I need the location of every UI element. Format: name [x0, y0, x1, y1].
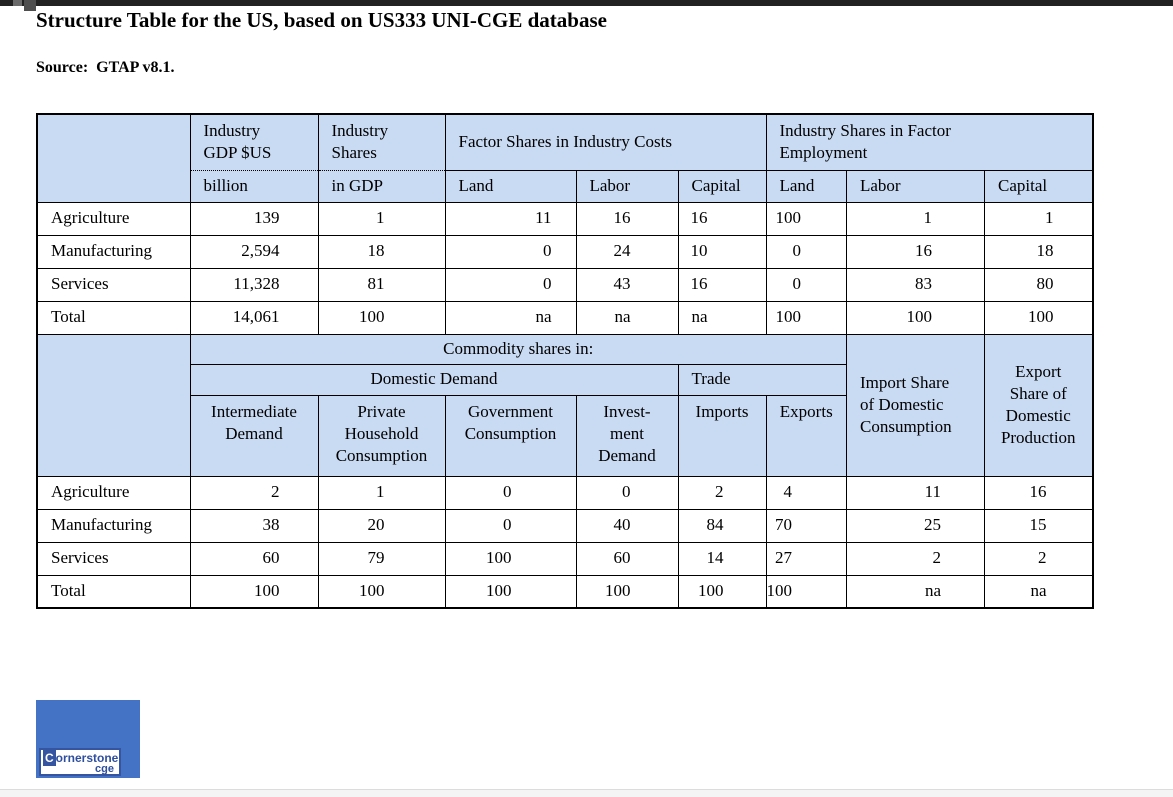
table-row	[37, 202, 1093, 235]
table-cell: na	[678, 301, 766, 334]
table-cell: 16	[678, 202, 766, 235]
header-line: Consumption	[464, 423, 557, 443]
table-cell: 16	[576, 202, 678, 235]
table-cell: 100	[318, 301, 445, 334]
table-cell: 100	[445, 575, 576, 608]
table-cell: 24	[576, 235, 678, 268]
row-label: Services	[37, 268, 190, 301]
header-line: of Domestic	[860, 394, 944, 414]
col-header-investment-demand	[576, 395, 678, 476]
corner-cell	[37, 334, 190, 476]
header-line: Imports	[695, 401, 749, 421]
header-line: Consumption	[860, 417, 952, 437]
cornerstone-logo	[36, 700, 140, 778]
top-bar-tab	[24, 0, 36, 11]
header-line: Intermediate	[211, 401, 297, 421]
header-line: Import Share	[860, 372, 950, 392]
table-cell: 1	[318, 202, 445, 235]
table-row	[37, 542, 1093, 575]
table-cell: 2,594	[190, 235, 318, 268]
table-row	[37, 509, 1093, 542]
table-cell: 100	[318, 575, 445, 608]
col-subheader-capital: Capital	[985, 170, 1093, 202]
header-line: Share of	[1009, 383, 1067, 403]
header-line: Consumption	[335, 445, 428, 465]
table-header-row	[37, 334, 1093, 364]
header-line: Demand	[225, 423, 283, 443]
table-cell: 60	[190, 542, 318, 575]
table-cell: 10	[678, 235, 766, 268]
header-line: Demand	[598, 445, 656, 465]
table-row	[37, 268, 1093, 301]
table-cell: 2	[678, 476, 766, 509]
source-note: Source: GTAP v8.1.	[36, 59, 175, 76]
table-cell: 139	[190, 202, 318, 235]
table-cell: 100	[766, 575, 847, 608]
col-header-private-household-consumption	[318, 395, 445, 476]
table-cell: 100	[766, 301, 847, 334]
top-bar-notch	[13, 0, 22, 6]
group-header-commodity-shares: Commodity shares in:	[190, 334, 847, 364]
table-cell: 0	[445, 268, 576, 301]
table-cell: 84	[678, 509, 766, 542]
cornerstone-brand-text: Cornerstone	[45, 751, 119, 765]
table-cell: 16	[985, 476, 1093, 509]
table-row-total	[37, 301, 1093, 334]
table-cell: 2	[190, 476, 318, 509]
col-subheader-land: Land	[445, 170, 576, 202]
col-subheader-labor: Labor	[847, 170, 985, 202]
window-top-bar	[0, 0, 1173, 6]
table-cell: 43	[576, 268, 678, 301]
table-subheader-row	[37, 170, 1093, 202]
row-label: Manufacturing	[37, 235, 190, 268]
table-cell: 1	[847, 202, 985, 235]
header-line: Domestic	[1005, 406, 1071, 425]
header-line: Industry Shares in Factor	[779, 121, 951, 141]
header-line: Shares	[331, 143, 377, 163]
window-bottom-strip	[0, 789, 1173, 797]
table-cell: 70	[766, 509, 847, 542]
col-subheader-land: Land	[766, 170, 847, 202]
table-cell: 0	[766, 235, 847, 268]
table-cell: 1	[985, 202, 1093, 235]
col-header-exports	[766, 395, 847, 476]
table-cell: 14	[678, 542, 766, 575]
row-label: Manufacturing	[37, 509, 190, 542]
table-cell: 100	[445, 542, 576, 575]
table-cell: 16	[847, 235, 985, 268]
table-row	[37, 235, 1093, 268]
table-cell: 81	[318, 268, 445, 301]
table-cell: 25	[847, 509, 985, 542]
table-cell: 40	[576, 509, 678, 542]
row-label: Total	[37, 575, 190, 608]
header-line: Production	[1000, 428, 1076, 448]
col-header-government-consumption	[445, 395, 576, 476]
header-line: Invest-	[603, 401, 651, 421]
table-cell: 14,061	[190, 301, 318, 334]
header-line: Industry	[203, 121, 261, 141]
table-cell: 83	[847, 268, 985, 301]
table-cell: 0	[766, 268, 847, 301]
group-header-domestic-demand: Domestic Demand	[190, 364, 678, 395]
table-cell: 11	[847, 476, 985, 509]
table-cell: 100	[985, 301, 1093, 334]
group-header-factor-shares: Factor Shares in Industry Costs	[445, 114, 766, 170]
row-label: Agriculture	[37, 476, 190, 509]
table-cell: 0	[445, 235, 576, 268]
table-cell: na	[576, 301, 678, 334]
table-cell: na	[985, 575, 1093, 608]
table-cell: 100	[766, 202, 847, 235]
cornerstone-logo-label	[39, 748, 121, 776]
header-line: Exports	[779, 401, 833, 421]
header-line: Household	[344, 423, 419, 443]
col-header-import-share	[847, 334, 985, 476]
table-cell: na	[847, 575, 985, 608]
table-header-row	[37, 114, 1093, 170]
table-cell: 27	[766, 542, 847, 575]
cornerstone-cge-text: cge	[95, 763, 114, 775]
header-line: Private	[357, 401, 406, 421]
table-cell: 20	[318, 509, 445, 542]
header-line: Export	[1015, 361, 1062, 381]
structure-table	[36, 113, 1094, 609]
table-cell: 16	[678, 268, 766, 301]
table-cell: 2	[847, 542, 985, 575]
table-cell: 11,328	[190, 268, 318, 301]
table-cell: 80	[985, 268, 1093, 301]
header-line: Government	[468, 401, 553, 421]
row-label: Agriculture	[37, 202, 190, 235]
group-header-industry-shares-employment	[766, 114, 1093, 170]
header-line: GDP $US	[203, 143, 272, 163]
header-line: ment	[610, 423, 644, 443]
table-row	[37, 476, 1093, 509]
table-cell: 18	[318, 235, 445, 268]
col-subheader-in-gdp: in GDP	[318, 170, 445, 202]
table-cell: 4	[766, 476, 847, 509]
table-cell: 0	[445, 509, 576, 542]
table-cell: 0	[576, 476, 678, 509]
table-row-total	[37, 575, 1093, 608]
col-header-intermediate-demand	[190, 395, 318, 476]
structure-table-wrap	[36, 113, 1094, 609]
col-header-industry-gdp	[190, 114, 318, 170]
table-cell: 15	[985, 509, 1093, 542]
table-cell: 100	[190, 575, 318, 608]
col-subheader-capital: Capital	[678, 170, 766, 202]
table-cell: na	[445, 301, 576, 334]
table-cell: 18	[985, 235, 1093, 268]
table-cell: 100	[576, 575, 678, 608]
table-cell: 100	[847, 301, 985, 334]
table-cell: 100	[678, 575, 766, 608]
page-title: Structure Table for the US, based on US333 UNI-CGE database	[36, 8, 607, 32]
col-header-imports	[678, 395, 766, 476]
header-line: Employment	[779, 143, 868, 163]
corner-cell	[37, 114, 190, 202]
col-header-industry-shares	[318, 114, 445, 170]
header-line: Industry	[331, 121, 389, 141]
table-cell: 11	[445, 202, 576, 235]
table-cell: 0	[445, 476, 576, 509]
table-cell: 60	[576, 542, 678, 575]
table-cell: 38	[190, 509, 318, 542]
table-cell: 2	[985, 542, 1093, 575]
row-label: Total	[37, 301, 190, 334]
col-subheader-billion: billion	[190, 170, 318, 202]
table-cell: 79	[318, 542, 445, 575]
group-header-trade: Trade	[678, 364, 847, 395]
col-header-export-share	[985, 334, 1093, 476]
row-label: Services	[37, 542, 190, 575]
col-subheader-labor: Labor	[576, 170, 678, 202]
table-cell: 1	[318, 476, 445, 509]
